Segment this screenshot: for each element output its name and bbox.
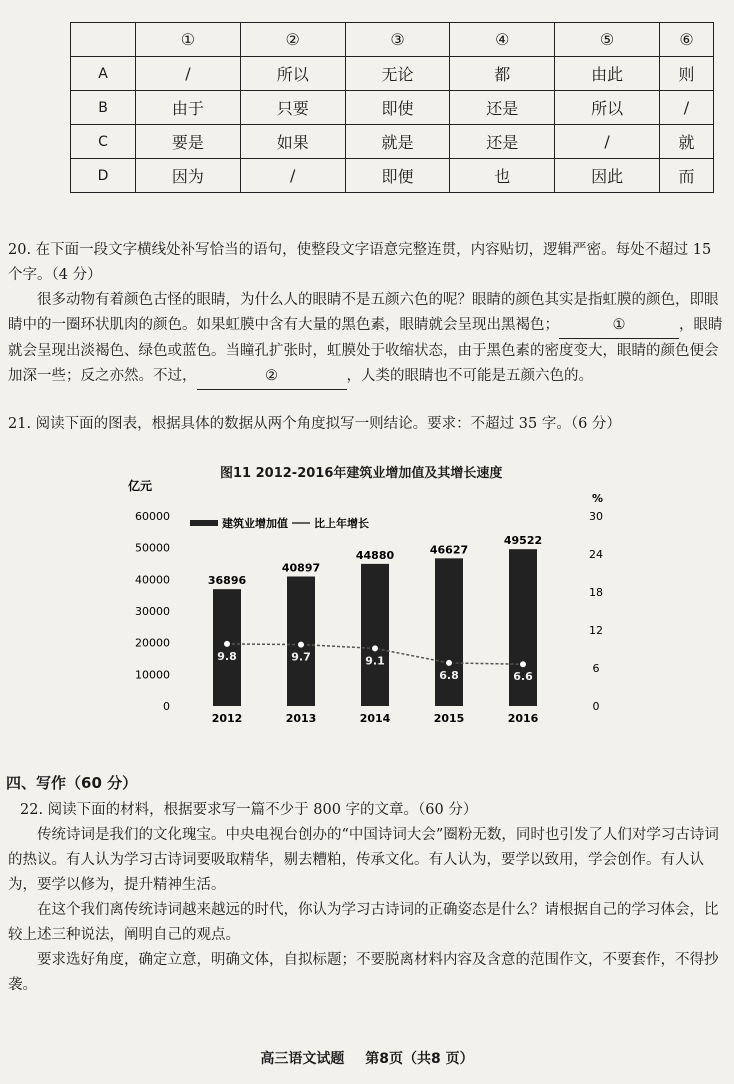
chart-title: 图11 2012-2016年建筑业增加值及其增长速度 <box>220 466 503 481</box>
bar-value-label: 49522 <box>503 534 543 548</box>
growth-value-label: 6.6 <box>513 670 533 684</box>
blank-1: ① <box>559 313 679 339</box>
section-writing-heading: 四、写作（60 分） <box>6 774 138 792</box>
bar <box>435 558 463 706</box>
table-header-cell: ⑤ <box>555 23 660 57</box>
growth-point <box>446 659 453 666</box>
table-header-cell: ① <box>136 23 241 57</box>
table-row <box>71 57 714 91</box>
q22-question: 在这个我们离传统诗词越来越远的时代，你认为学习古诗词的正确姿态是什么？请根据自己的学习体会，比较上述三种说法，阐明自己的观点。 <box>8 902 719 943</box>
y2-tick-label: 6 <box>592 662 600 675</box>
q20-passage <box>8 288 724 390</box>
y2-tick-label: 30 <box>589 510 603 523</box>
table-header-row <box>71 23 714 57</box>
table-cell: / <box>555 125 660 159</box>
options-table <box>70 22 714 193</box>
y-tick-label: 50000 <box>135 541 170 555</box>
table-cell: 即便 <box>345 159 450 193</box>
x-tick-label: 2013 <box>285 712 317 725</box>
table-cell: 因此 <box>555 159 660 193</box>
table-header-cell: ③ <box>345 23 450 57</box>
y-axis-unit: 亿元 <box>128 479 153 493</box>
table-cell: 只要 <box>240 91 345 125</box>
table-cell: 就是 <box>345 125 450 159</box>
growth-point <box>520 661 527 668</box>
table-row <box>71 159 714 193</box>
growth-value-label: 6.8 <box>439 668 459 682</box>
table-cell: 所以 <box>555 91 660 125</box>
table-row-label: D <box>71 159 136 193</box>
table-cell: 即使 <box>345 91 450 125</box>
table-cell: 所以 <box>240 57 345 91</box>
page-footer <box>0 1048 734 1068</box>
y2-tick-label: 12 <box>589 624 603 637</box>
legend-bar-label: 建筑业增加值 <box>222 517 288 530</box>
legend-bar-swatch <box>190 520 218 526</box>
growth-point <box>372 645 379 652</box>
y2-tick-label: 0 <box>592 700 600 713</box>
table-cell: / <box>659 91 713 125</box>
footer-page-number: 第8页（共8 页） <box>365 1051 474 1067</box>
y-tick-label: 10000 <box>135 668 170 682</box>
growth-value-label: 9.7 <box>291 650 311 664</box>
footer-title: 高三语文试题 <box>260 1051 345 1067</box>
table-cell: 都 <box>450 57 555 91</box>
table-cell: 而 <box>659 159 713 193</box>
table-header-cell <box>71 23 136 57</box>
q20-stem: 20. 在下面一段文字横线处补写恰当的语句，使整段文字语意完整连贯，内容贴切，逻辑严密。每处不超过 15 个字。（4 分） <box>8 242 712 283</box>
q20-passage-part1: 很多动物有着颜色古怪的眼睛，为什么人的眼睛不是五颜六色的呢？眼睛的颜色其实是指虹膜的颜色，即眼睛中的一圈环状肌肉的颜色。如果虹膜中含有大量的黑色素，眼睛就会呈现出黑褐色； <box>8 292 719 333</box>
table-cell: 则 <box>659 57 713 91</box>
bar <box>361 564 389 706</box>
table-cell: 由此 <box>555 57 660 91</box>
blank-2: ② <box>197 364 347 390</box>
q21-stem: 21. 阅读下面的图表，根据具体的数据从两个角度拟写一则结论。要求：不超过 35 字。（6 分） <box>8 416 621 432</box>
bar-value-label: 46627 <box>429 543 469 557</box>
y2-axis-unit: % <box>592 492 604 505</box>
q20-passage-part2: ，眼睛就会呈现出淡褐色、绿色或蓝色。当瞳孔扩张时，虹膜处于收缩状态，由于黑色素的密度变大，眼睛的颜色便会加深一些；反之亦然。不过， <box>8 317 723 384</box>
table-cell: 也 <box>450 159 555 193</box>
q20-passage-part3: ，人类的眼睛也不可能是五颜六色的。 <box>346 368 593 384</box>
table-cell: 如果 <box>240 125 345 159</box>
table-row <box>71 91 714 125</box>
q22-requirements: 要求选好角度，确定立意，明确文体，自拟标题；不要脱离材料内容及含意的范围作文，不要套作，不得抄袭。 <box>8 952 719 993</box>
legend-line-label: 比上年增长 <box>314 517 369 530</box>
y2-tick-label: 24 <box>589 548 603 561</box>
table-header-cell: ④ <box>450 23 555 57</box>
table-cell: 无论 <box>345 57 450 91</box>
x-tick-label: 2012 <box>211 712 243 725</box>
table-row <box>71 125 714 159</box>
bar-value-label: 44880 <box>355 548 395 562</box>
q22-stem: 22. 阅读下面的材料，根据要求写一篇不少于 800 字的文章。（60 分） <box>20 802 478 818</box>
x-tick-label: 2014 <box>359 712 391 725</box>
construction-chart <box>120 458 620 728</box>
bar-value-label: 40897 <box>281 561 321 575</box>
q22-material: 传统诗词是我们的文化瑰宝。中央电视台创办的“中国诗词大会”圈粉无数，同时也引发了人们对学习古诗词的热议。有人认为学习古诗词要吸取精华，剔去糟粕，传承文化。有人认为，要学以致用，学会创作。有人认为，要学以修为，提升精神生活。 <box>8 827 719 893</box>
table-header-cell: ⑥ <box>659 23 713 57</box>
table-row-label: B <box>71 91 136 125</box>
table-row-label: C <box>71 125 136 159</box>
y-tick-label: 30000 <box>135 605 170 618</box>
table-header-cell: ② <box>240 23 345 57</box>
growth-value-label: 9.8 <box>217 649 237 663</box>
y-tick-label: 60000 <box>135 510 170 523</box>
growth-point <box>224 640 231 647</box>
x-tick-label: 2016 <box>507 712 539 725</box>
growth-value-label: 9.1 <box>365 654 385 668</box>
table-cell: 还是 <box>450 91 555 125</box>
table-cell: / <box>136 57 241 91</box>
y2-tick-label: 18 <box>589 586 603 599</box>
table-cell: 还是 <box>450 125 555 159</box>
table-cell: / <box>240 159 345 193</box>
y-tick-label: 0 <box>163 700 170 713</box>
table-cell: 由于 <box>136 91 241 125</box>
table-row-label: A <box>71 57 136 91</box>
x-tick-label: 2015 <box>433 712 465 725</box>
bar-value-label: 36896 <box>207 574 247 588</box>
table-cell: 就 <box>659 125 713 159</box>
growth-point <box>298 641 305 648</box>
y-tick-label: 40000 <box>135 573 170 587</box>
table-cell: 因为 <box>136 159 241 193</box>
y-tick-label: 20000 <box>135 636 170 650</box>
table-cell: 要是 <box>136 125 241 159</box>
